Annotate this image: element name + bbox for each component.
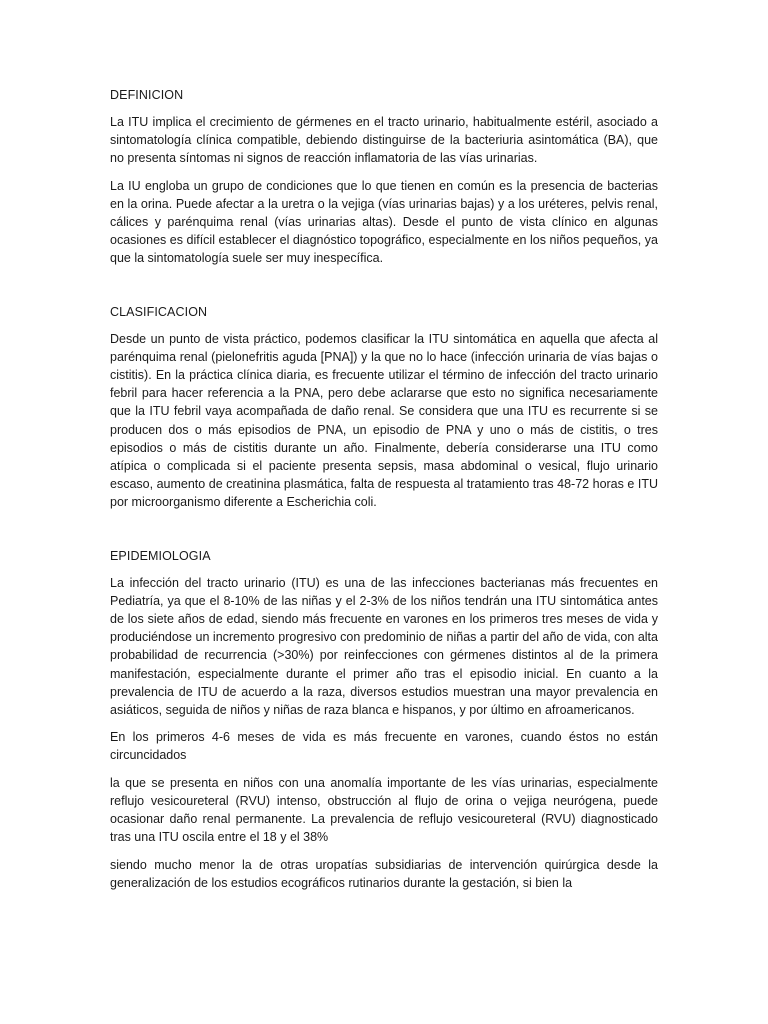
paragraph: La IU engloba un grupo de condiciones que lo que tienen en común es la presencia de bacterias en la orina. Puede afectar a la uretra o la vejiga (vías urinarias bajas) y a los uréteres, pelvis renal, cálices y parénquima renal (vías urinarias altas). Desde el punto de vista clínico en algunas ocasiones es difícil establecer el diagnóstico topográfico, especialmente en los niños pequeños, ya que la sintomatología suele ser muy inespecífica. [110,178,658,266]
paragraph: La ITU implica el crecimiento de gérmenes en el tracto urinario, habitualmente estéril, asociado a sintomatología clínica compatible, debiendo distinguirse de la bacteriuria asintomática (BA), que no presenta síntomas ni signos de reacción inflamatoria de las vías urinarias. [110,115,658,166]
section-heading-clasificacion: CLASIFICACION [110,304,208,319]
section-heading-definicion: DEFINICION [110,88,184,102]
section-spacer [110,521,658,547]
paragraph: La infección del tracto urinario (ITU) es una de las infecciones bacterianas más frecuentes en Pediatría, ya que el 8-10% de las niñas y el 2-3% de los niños tendrán una ITU sintomática antes de los siete años de edad, siendo más frecuente en varones en los primeros tres meses de vida y produciéndose un incremento progresivo con predominio de niñas a partir del año de vida, con alta probabilidad de recurrencia (>30%) por reinfecciones con gérmenes distintos al de la primera manifestación, especialmente durante el primer año tras el episodio inicial. En cuanto a la prevalencia de ITU de acuerdo a la raza, diversos estudios muestran una mayor prevalencia en asiáticos, seguida de niños y niñas de raza blanca e hispanos, y por último en afroamericanos. [110,575,658,718]
paragraph: En los primeros 4-6 meses de vida es más frecuente en varones, cuando éstos no están circuncidados [110,730,658,763]
document-page [110,86,658,901]
paragraph: Desde un punto de vista práctico, podemos clasificar la ITU sintomática en aquella que afecta al parénquima renal (pielonefritis aguda [PNA]) y la que no lo hace (infección urinaria de vías bajas o cistitis). En la práctica clínica diaria, es frecuente utilizar el término de infección del tracto urinario febril para hacer referencia a la PNA, pero debe aclararse que esto no significa necesariamente que la ITU febril vaya acompañada de daño renal. Se considera que una ITU es recurrente si se producen dos o más episodios de PNA, un episodio de PNA y uno o más de cistitis, o tres episodios o más de cistitis durante un año. Finalmente, debería considerarse una ITU como atípica o complicada si el paciente presenta sepsis, masa abdominal o vesical, flujo urinario escaso, aumento de creatinina plasmática, falta de respuesta al tratamiento tras 48-72 horas e ITU por microorganismo diferente a Escherichia coli. [110,331,658,510]
paragraph: siendo mucho menor la de otras uropatías subsidiarias de intervención quirúrgica desde la generalización de los estudios ecográficos rutinarios durante la gestación, si bien la [110,857,658,890]
section-heading-epidemiologia: EPIDEMIOLOGIA [110,548,211,563]
section-spacer [110,277,658,303]
paragraph: la que se presenta en niños con una anomalía importante de les vías urinarias, especialmente reflujo vesicoureteral (RVU) intenso, obstrucción al flujo de orina o vejiga neurógena, puede ocasionar daño renal permanente. La prevalencia de reflujo vesicoureteral (RVU) diagnosticado tras una ITU oscila entre el 18 y el 38% [110,775,658,845]
